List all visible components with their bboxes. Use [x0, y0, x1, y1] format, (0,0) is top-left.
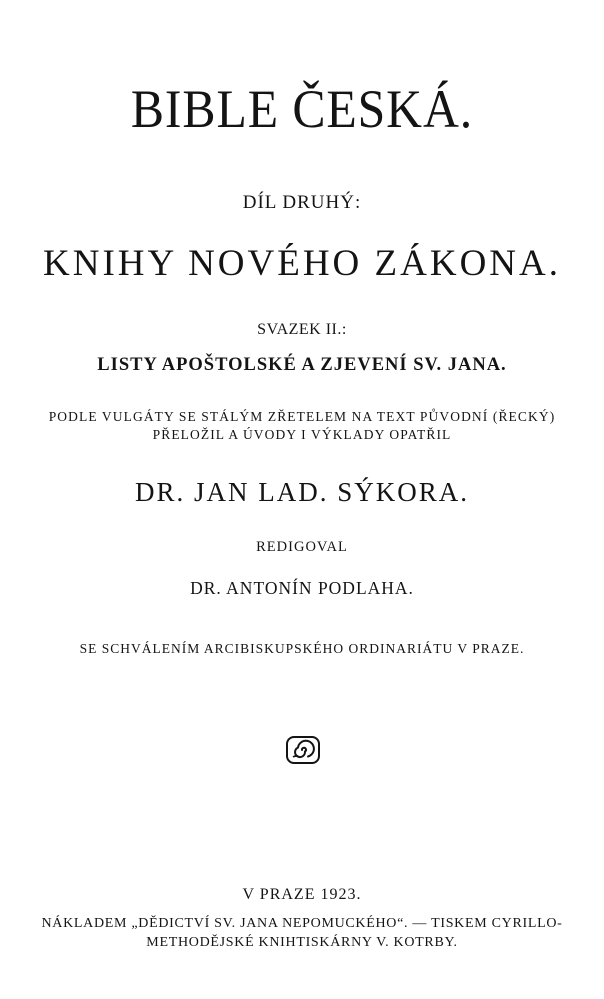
editor-name: ANTONÍN PODLAHA.	[226, 578, 414, 598]
translation-note-line-1: PODLE VULGÁTY SE STÁLÝM ZŘETELEM NA TEXT PŮVODNÍ (ŘECKÝ)	[48, 409, 556, 424]
editor	[0, 580, 604, 598]
translation-note-line-2: PŘELOŽIL A ÚVODY I VÝKLADY OPATŘIL	[152, 427, 452, 442]
author-name: JAN LAD. SÝKORA.	[194, 477, 470, 507]
author	[0, 479, 604, 506]
main-title: BIBLE ČESKÁ.	[130, 79, 474, 139]
author-prefix: DR.	[134, 477, 186, 507]
publisher-line-1: NÁKLADEM „DĚDICTVÍ SV. JANA NEPOMUCKÉHO“. — TISKEM CYRILLO-	[41, 916, 563, 931]
books-title: KNIHY NOVÉHO ZÁKONA.	[43, 243, 561, 284]
place-year: V PRAZE 1923.	[242, 886, 362, 903]
volume-title: LISTY APOŠTOLSKÉ A ZJEVENÍ SV. JANA.	[97, 355, 507, 375]
part-label: DÍL DRUHÝ:	[242, 192, 362, 213]
publisher-line-2: METHODĚJSKÉ KNIHTISKÁRNY V. KOTRBY.	[146, 935, 458, 950]
volume-label: SVAZEK II.:	[257, 321, 347, 338]
spiral-ornament-icon	[285, 735, 321, 765]
editor-prefix: DR.	[190, 578, 222, 598]
approval-note: SE SCHVÁLENÍM ARCIBISKUPSKÉHO ORDINARIÁTU V PRAZE.	[79, 641, 525, 656]
editor-label: REDIGOVAL	[256, 539, 348, 555]
